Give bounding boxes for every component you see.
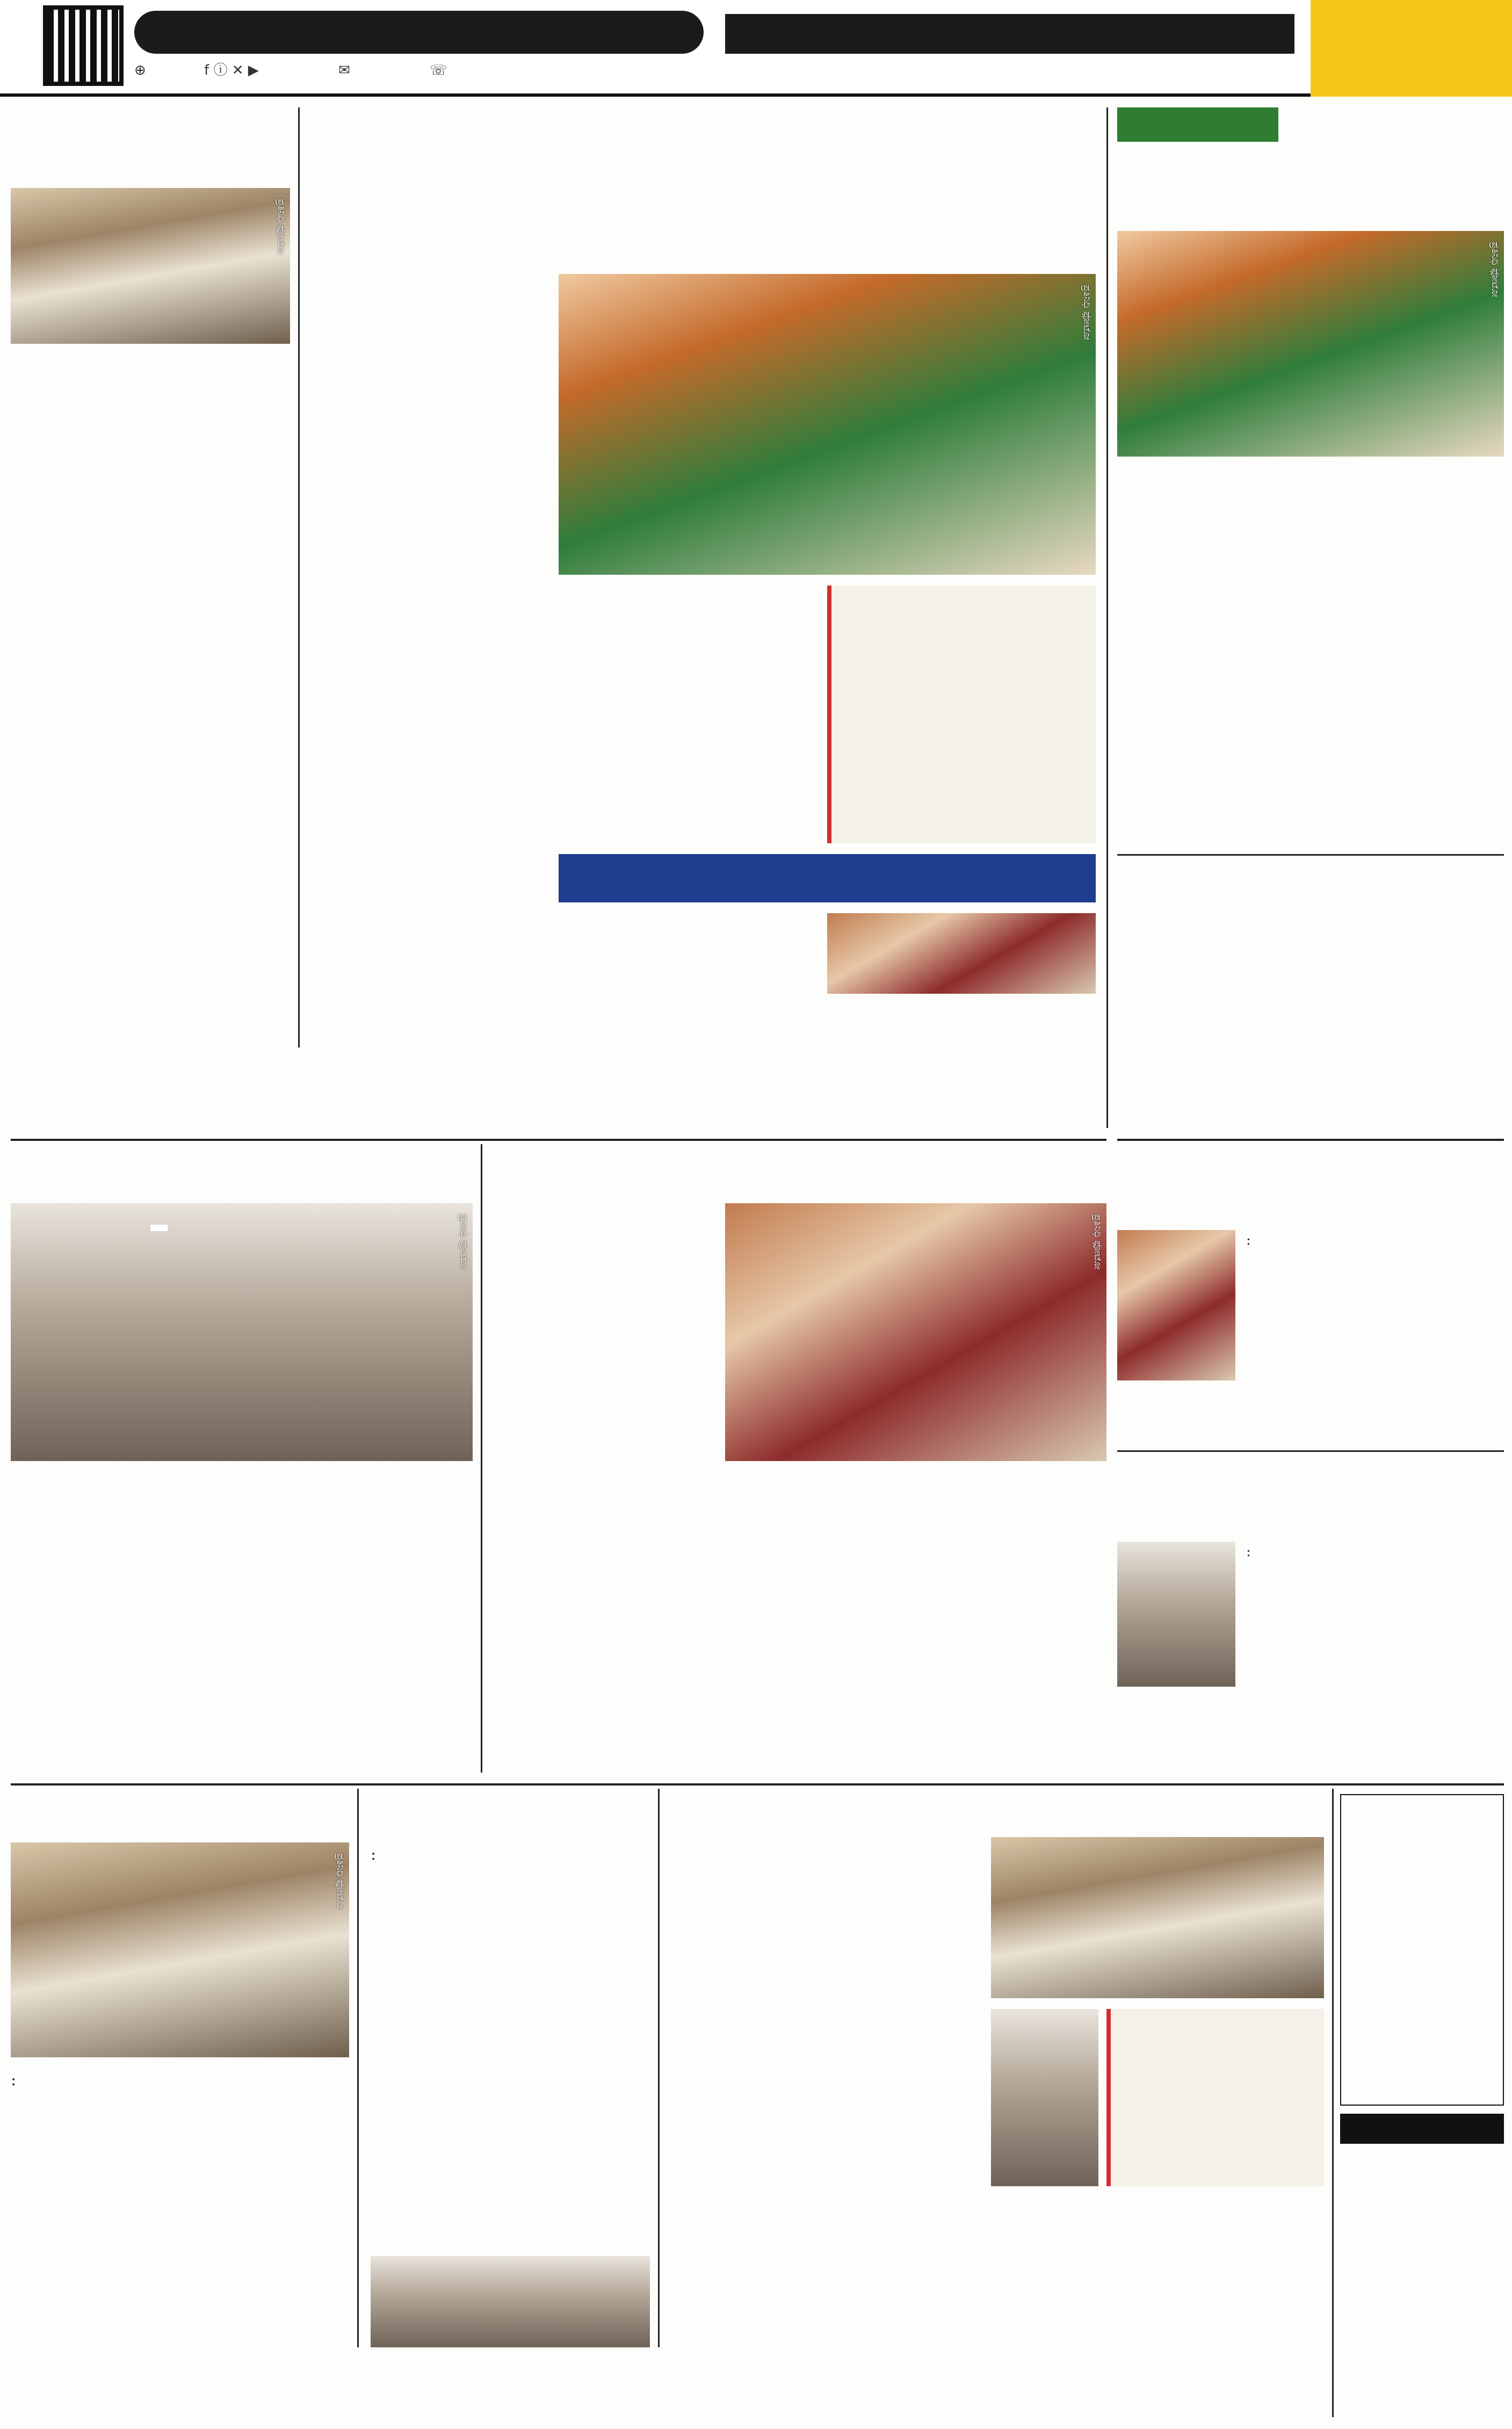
belakavadi-quote: [1106, 2009, 1324, 2186]
divider: [11, 1139, 1106, 1141]
public-notice-label-box: [1340, 2114, 1504, 2144]
edition-label: [725, 14, 1294, 54]
globe-icon: ⊕: [134, 62, 151, 78]
divider: [1117, 854, 1504, 856]
phone-icon: ☏: [430, 62, 447, 78]
lead-col2: [559, 585, 816, 843]
divider: [298, 107, 300, 1047]
farmland-article: [489, 1203, 714, 1773]
suddi-article: [1117, 467, 1504, 843]
nanjangud-headline-box: [559, 854, 1096, 902]
shaila-article: :: [1246, 1232, 1251, 1248]
divider: [481, 1144, 482, 1773]
music-photo: ಪ್ರತಿನಿಧಿ ಫೋಟೋ: [11, 1842, 349, 2057]
social-icons: f ⓘ ✕ ▶: [204, 62, 264, 78]
lead-photo: ಪ್ರತಿನಿಧಿ ಫೋಟೋ: [559, 274, 1096, 575]
hiv-photo: ಪ್ರತಿನಿಧಿ ಫೋಟೋ: [11, 1203, 473, 1461]
court-notice: [1340, 1794, 1504, 2106]
mail-icon: ✉: [338, 62, 355, 78]
qr-code: [43, 5, 124, 86]
suddi-photo: ಪ್ರತಿನಿಧಿ ಫೋಟೋ: [1117, 231, 1504, 457]
lead-pull-quote: [827, 585, 1096, 843]
belakavadi-person-photo: [991, 2009, 1098, 2186]
hiv-banner-text: [150, 1225, 168, 1231]
farmland-article-cont: [725, 1472, 1106, 1773]
public-notice: [1340, 2149, 1504, 2417]
nanjangud-photo: [827, 913, 1096, 994]
left-top-article: [11, 355, 290, 1047]
shaila-photo: [1117, 1230, 1235, 1380]
divider: [1106, 107, 1108, 1128]
nanjangud-col1: [559, 913, 816, 1133]
site-url-box: [134, 11, 704, 54]
madhu-article: [1117, 945, 1504, 1128]
tiger-photo: [371, 2256, 650, 2347]
divider: [1117, 1139, 1504, 1141]
tiger-article: :: [371, 1845, 377, 1864]
left-top-photo: ಪ್ರತಿನಿಧಿ ಫೋಟೋ: [11, 188, 290, 344]
suddi-label-box: [1117, 107, 1278, 142]
music-article: :: [11, 2071, 17, 2090]
contact-row: [134, 59, 1311, 79]
divider: [1332, 1789, 1334, 2417]
divider: [11, 1783, 1504, 1785]
divider: [357, 1789, 359, 2347]
divider: [1117, 1450, 1504, 1452]
obituary-article: :: [1246, 1544, 1251, 1560]
belakavadi-article: [669, 1837, 980, 2347]
belakavadi-photo: [991, 1837, 1324, 1998]
lead-col1: [312, 274, 548, 924]
masthead-bar: [0, 0, 1512, 97]
nanjangud-col2: [827, 999, 1096, 1133]
hiv-article: [11, 1472, 473, 1773]
page-number-box: [1311, 0, 1512, 97]
farmland-photo: ಪ್ರತಿನಿಧಿ ಫೋಟೋ: [725, 1203, 1106, 1461]
divider: [658, 1789, 660, 2347]
obituary-photo: [1117, 1542, 1235, 1687]
